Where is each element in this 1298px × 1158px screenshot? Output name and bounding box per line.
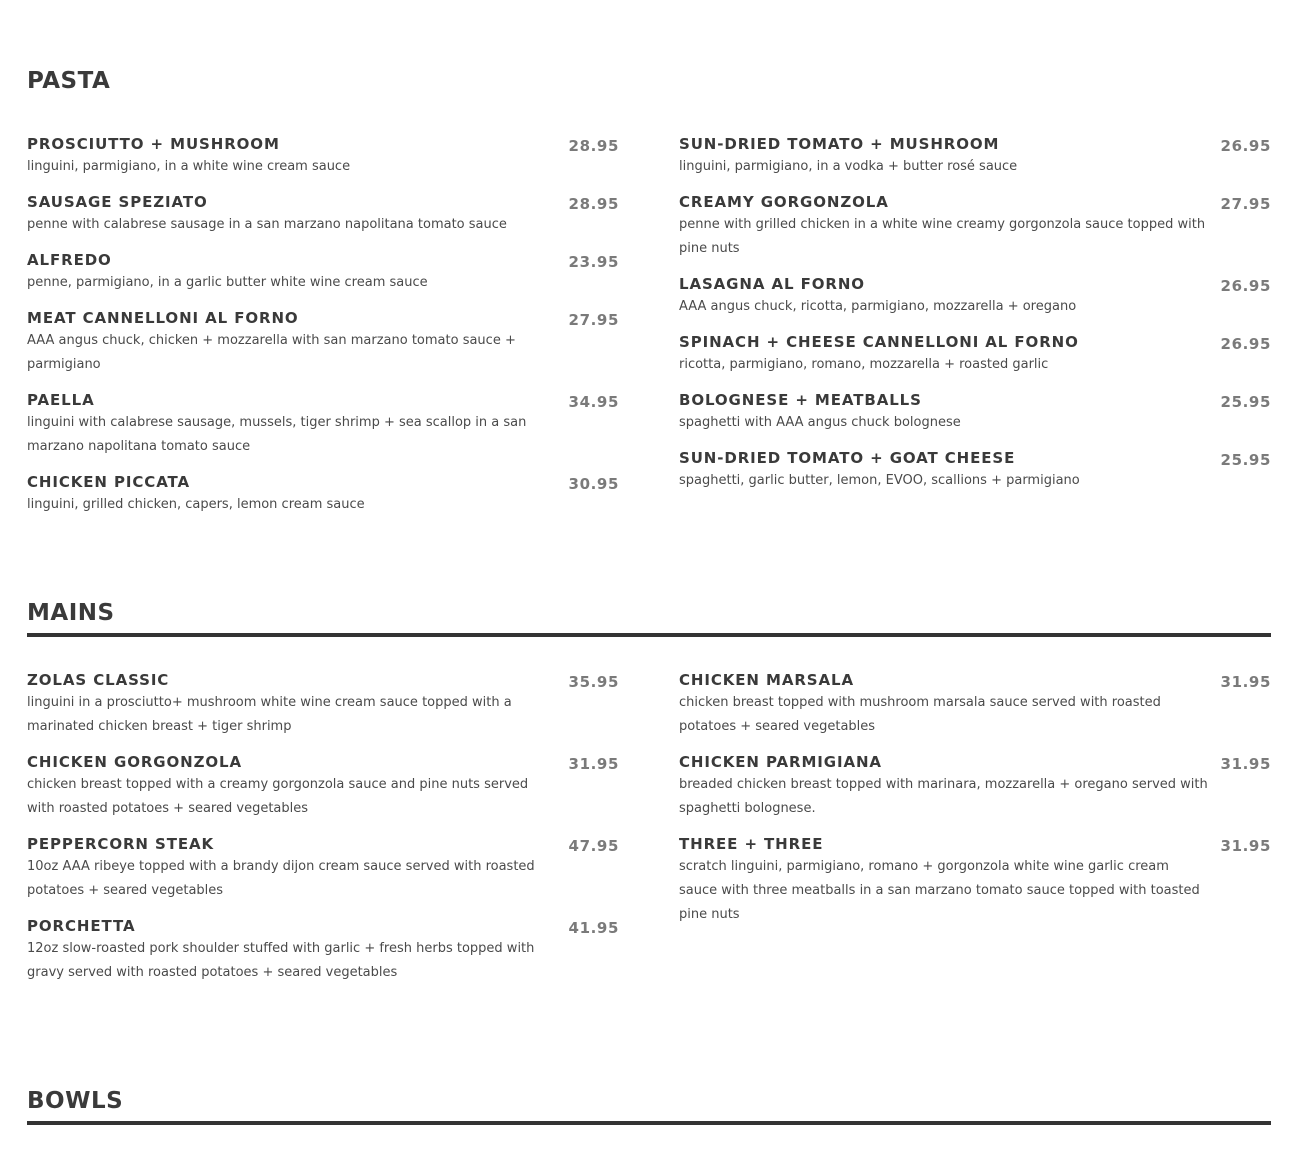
menu-item — [27, 192, 619, 237]
menu-item-price: 34.95 — [568, 393, 619, 411]
section-title-pasta: PASTA — [27, 68, 111, 94]
menu-item — [27, 390, 619, 459]
menu-item-price: 41.95 — [568, 919, 619, 937]
menu-item-price: 47.95 — [568, 837, 619, 855]
menu-item-description: ricotta, parmigiano, romano, mozzarella + roasted garlic — [679, 357, 1049, 372]
menu-item — [27, 134, 619, 179]
menu-item-description: spaghetti, garlic butter, lemon, EVOO, scallions + parmigiano — [679, 473, 1080, 488]
menu-item-name: PORCHETTA — [27, 917, 136, 935]
section-title-bowls: BOWLS — [27, 1088, 124, 1114]
menu-item-name: CHICKEN PICCATA — [27, 473, 191, 491]
menu-item-name: CHICKEN MARSALA — [679, 671, 854, 689]
menu-item-price: 23.95 — [568, 253, 619, 271]
menu-item-description: 10oz AAA ribeye topped with a brandy dijon cream sauce served with roasted potatoes + seared vegetables — [27, 859, 535, 898]
menu-item-name: CREAMY GORGONZOLA — [679, 193, 889, 211]
menu-item-name: BOLOGNESE + MEATBALLS — [679, 391, 922, 409]
section-divider — [27, 633, 1271, 637]
mains-left-column — [27, 670, 619, 998]
section-title-mains: MAINS — [27, 600, 115, 626]
menu-item-name: PAELLA — [27, 391, 95, 409]
menu-item-name: SUN-DRIED TOMATO + MUSHROOM — [679, 135, 1000, 153]
menu-item-description: linguini with calabrese sausage, mussels, tiger shrimp + sea scallop in a san marzano napolitana tomato sauce — [27, 415, 527, 454]
menu-item-description: scratch linguini, parmigiano, romano + gorgonzola white wine garlic cream sauce with three meatballs in a san marzano tomato sauce topped with toasted pine nuts — [679, 859, 1200, 922]
menu-item-name: CHICKEN GORGONZOLA — [27, 753, 243, 771]
menu-item-name: SAUSAGE SPEZIATO — [27, 193, 208, 211]
menu-item-name: THREE + THREE — [679, 835, 824, 853]
menu-item-name: MEAT CANNELLONI AL FORNO — [27, 309, 299, 327]
menu-item-description: linguini, grilled chicken, capers, lemon cream sauce — [27, 497, 365, 512]
menu-item-price: 31.95 — [1220, 673, 1271, 691]
menu-item-description: AAA angus chuck, chicken + mozzarella with san marzano tomato sauce + parmigiano — [27, 333, 516, 372]
section-divider — [27, 1121, 1271, 1125]
menu-item — [27, 472, 619, 517]
pasta-left-column — [27, 134, 619, 530]
menu-item-description: penne with calabrese sausage in a san marzano napolitana tomato sauce — [27, 217, 507, 232]
menu-item-price: 27.95 — [568, 311, 619, 329]
menu-item — [679, 448, 1271, 493]
menu-item-price: 31.95 — [568, 755, 619, 773]
menu-item-price: 28.95 — [568, 195, 619, 213]
menu-item — [27, 834, 619, 903]
menu-item-name: ALFREDO — [27, 251, 112, 269]
menu-item — [27, 916, 619, 985]
menu-item-price: 28.95 — [568, 137, 619, 155]
menu-item-name: PEPPERCORN STEAK — [27, 835, 215, 853]
menu-item-price: 31.95 — [1220, 837, 1271, 855]
pasta-right-column — [679, 134, 1271, 506]
menu-item-description: AAA angus chuck, ricotta, parmigiano, mozzarella + oregano — [679, 299, 1077, 314]
menu-item-price: 27.95 — [1220, 195, 1271, 213]
menu-item — [679, 752, 1271, 821]
menu-item-description: linguini, parmigiano, in a vodka + butter rosé sauce — [679, 159, 1018, 174]
menu-item-price: 26.95 — [1220, 335, 1271, 353]
menu-item-price: 26.95 — [1220, 137, 1271, 155]
menu-item — [27, 308, 619, 377]
menu-item — [679, 274, 1271, 319]
menu-item-price: 26.95 — [1220, 277, 1271, 295]
menu-item-name: SPINACH + CHEESE CANNELLONI AL FORNO — [679, 333, 1079, 351]
menu-item-description: chicken breast topped with a creamy gorgonzola sauce and pine nuts served with roasted potatoes + seared vegetables — [27, 777, 529, 816]
menu-item — [27, 670, 619, 739]
menu-item-price: 35.95 — [568, 673, 619, 691]
menu-item-description: linguini in a prosciutto+ mushroom white wine cream sauce topped with a marinated chicken breast + tiger shrimp — [27, 695, 512, 734]
menu-item-name: ZOLAS CLASSIC — [27, 671, 170, 689]
mains-right-column — [679, 670, 1271, 940]
menu-item-description: spaghetti with AAA angus chuck bolognese — [679, 415, 961, 430]
menu-item-description: linguini, parmigiano, in a white wine cream sauce — [27, 159, 351, 174]
menu-item — [679, 834, 1271, 927]
menu-item-name: SUN-DRIED TOMATO + GOAT CHEESE — [679, 449, 1016, 467]
menu-item-description: penne, parmigiano, in a garlic butter white wine cream sauce — [27, 275, 428, 290]
menu-item-price: 31.95 — [1220, 755, 1271, 773]
menu-item — [679, 670, 1271, 739]
menu-item — [679, 192, 1271, 261]
menu-item-price: 25.95 — [1220, 451, 1271, 469]
menu-item — [679, 332, 1271, 377]
menu-item-price: 30.95 — [568, 475, 619, 493]
menu-item — [27, 752, 619, 821]
menu-item-description: chicken breast topped with mushroom marsala sauce served with roasted potatoes + seared vegetables — [679, 695, 1161, 734]
menu-item-description: penne with grilled chicken in a white wine creamy gorgonzola sauce topped with pine nuts — [679, 217, 1206, 256]
menu-item-description: 12oz slow-roasted pork shoulder stuffed with garlic + fresh herbs topped with gravy served with roasted potatoes + seared vegetables — [27, 941, 535, 980]
menu-item — [679, 134, 1271, 179]
menu-item-name: PROSCIUTTO + MUSHROOM — [27, 135, 280, 153]
menu-item-name: LASAGNA AL FORNO — [679, 275, 865, 293]
menu-item-name: CHICKEN PARMIGIANA — [679, 753, 882, 771]
menu-item-description: breaded chicken breast topped with marinara, mozzarella + oregano served with spaghetti bolognese. — [679, 777, 1208, 816]
menu-item — [679, 390, 1271, 435]
menu-item-price: 25.95 — [1220, 393, 1271, 411]
menu-item — [27, 250, 619, 295]
